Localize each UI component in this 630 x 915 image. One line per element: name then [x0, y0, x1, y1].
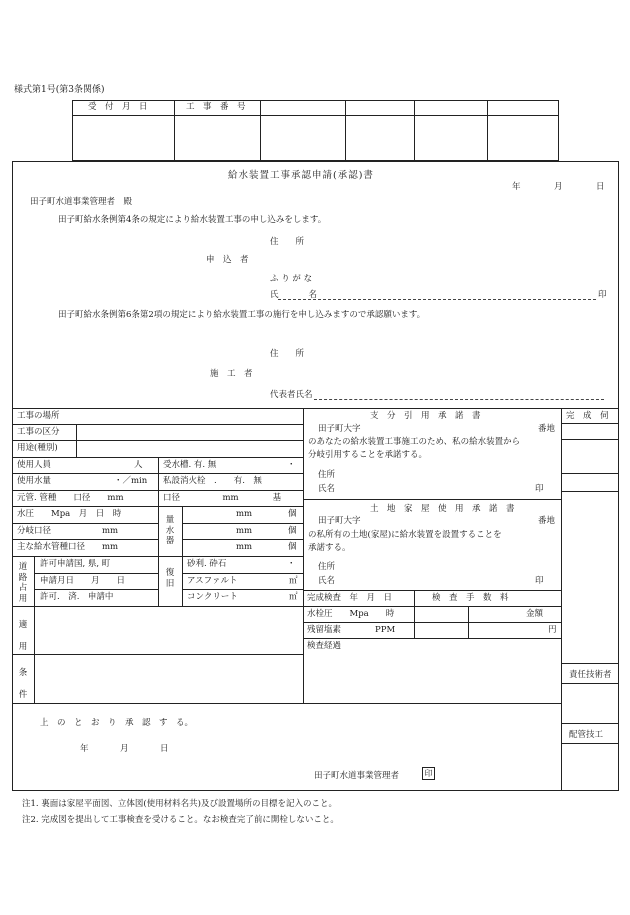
meter-unit-3: mm	[236, 542, 253, 552]
branch-consent-banchi: 番地	[538, 424, 556, 434]
conditions-label: 条件	[18, 668, 28, 701]
branch-label: 分岐口径 mm	[17, 526, 119, 536]
work-number-label: 工 事 番 号	[186, 102, 246, 112]
date-day: 日	[596, 182, 605, 192]
name-label-mei: 名	[308, 290, 318, 300]
name-label-shi: 氏	[270, 290, 279, 300]
meter-label: 量水器	[165, 515, 175, 547]
water-tank-dot: ・	[287, 460, 296, 470]
receipt-date-label: 受 付 月 日	[88, 102, 148, 112]
road-label: 道路占用	[18, 562, 28, 604]
statement-2: 田子町給水条例第6条第2項の規定により給水装置工事の施行を申し込みますので承認願います。	[58, 310, 426, 320]
inspection-fee-label: 検 査 手 数 料	[432, 593, 509, 603]
land-consent-address: 住所	[318, 562, 336, 572]
land-consent-town: 田子町大字	[318, 516, 361, 526]
meter-unit-2: mm	[236, 526, 253, 536]
land-consent-title: 土 地 家 屋 使 用 承 諾 書	[370, 504, 515, 514]
inspection-history-label: 検査経過	[307, 641, 342, 651]
meter-piece-2: 個	[288, 526, 297, 536]
hydrant-label: 私設消火栓 . 有. 無	[163, 476, 262, 486]
gravel-label: 砂利. 砕石	[187, 559, 227, 569]
hydrant-pressure-label: 水栓圧 Mpa 時	[307, 609, 395, 619]
restore-label: 復旧	[165, 568, 175, 589]
category-label: 工事の区分	[17, 427, 60, 437]
approval-month: 月	[120, 744, 129, 754]
completion-query-label: 完 成 伺	[566, 411, 609, 421]
form-title: 給水装置工事承認申請(承認)書	[228, 170, 374, 181]
volume-unit: ・／min	[114, 476, 148, 486]
volume-label: 使用水量	[17, 476, 52, 486]
gravel-dot: ・	[287, 559, 296, 569]
chlorine-label: 残留塩素 PPM	[307, 625, 396, 635]
permit-apply-label: 許可申請国, 県, 町	[40, 559, 111, 569]
note-2: 注2. 完成図を提出して工事検査を受けること。なお検査完了前に開栓しないこと。	[22, 815, 339, 825]
people-label: 使用人員	[17, 460, 52, 470]
plumber-label: 配管技工	[569, 730, 604, 740]
branch-consent-line2: のあなたの給水装置工事施工のため、私の給水装置から	[308, 437, 521, 447]
fee-yen-label: 円	[548, 625, 557, 635]
water-tank-label: 受水槽. 有. 無	[163, 460, 217, 470]
date-month: 月	[554, 182, 563, 192]
branch-consent-town: 田子町大字	[318, 424, 361, 434]
contractor-address-label: 住 所	[270, 349, 305, 359]
approval-seal: 印	[422, 767, 435, 780]
asphalt-unit: ㎡	[289, 576, 298, 586]
fee-amount-label: 金額	[526, 609, 544, 619]
form-id: 様式第1号(第3条関係)	[14, 85, 105, 95]
approval-signer: 田子町水道事業管理者	[314, 771, 400, 781]
meter-piece-1: 個	[288, 509, 297, 519]
applicant-label: 申 込 者	[206, 255, 249, 265]
main-pipe-label: 元管. 管種 口径 mm	[17, 493, 124, 503]
branch-consent-address: 住所	[318, 470, 336, 480]
branch-consent-line3: 分岐引用することを承諾する。	[308, 450, 428, 460]
use-label: 用途(種別)	[17, 443, 58, 453]
meter-piece-3: 個	[288, 542, 297, 552]
applicant-address-label: 住 所	[270, 237, 305, 247]
main-form	[12, 161, 619, 791]
land-consent-name: 氏名	[318, 576, 336, 586]
furigana-label: ふ り が な	[270, 274, 313, 284]
pressure-label: 水圧 Mpa 月 日 時	[17, 509, 122, 519]
applicable-label: 適用	[18, 620, 28, 653]
people-unit: 人	[134, 460, 143, 470]
land-consent-seal: 印	[535, 576, 544, 586]
rep-name-label: 代表者氏名	[270, 390, 313, 400]
statement-1: 田子町給水条例第4条の規定により給水装置工事の申し込みをします。	[58, 215, 327, 225]
asphalt-label: アスファルト	[187, 576, 238, 586]
branch-consent-name: 氏名	[318, 484, 336, 494]
date-year: 年	[512, 182, 521, 192]
land-consent-line3: 承諾する。	[308, 543, 351, 553]
engineer-label: 責任技術者	[569, 670, 612, 680]
branch-consent-title: 支 分 引 用 承 諾 書	[370, 411, 481, 421]
branch-consent-seal: 印	[535, 484, 544, 494]
concrete-label: コンクリート	[187, 592, 238, 602]
bore-label: 口径 mm 基	[163, 493, 282, 503]
approval-day: 日	[160, 744, 169, 754]
location-label: 工事の場所	[17, 411, 60, 421]
land-consent-banchi: 番地	[538, 516, 556, 526]
completion-inspection-label: 完成検査 年 月 日	[307, 593, 393, 603]
meter-unit-1: mm	[236, 509, 253, 519]
concrete-unit: ㎡	[289, 592, 298, 602]
approval-text: 上 の と お り 承 認 す る。	[40, 718, 194, 728]
permit-done-label: 許可. 済. 申請中	[40, 592, 114, 602]
land-consent-line2: の私所有の土地(家屋)に給水装置を設置することを	[308, 530, 502, 540]
addressee: 田子町水道事業管理者 殿	[30, 197, 133, 207]
contractor-label: 施 工 者	[210, 369, 253, 379]
main-bore-label: 主な給水管種口径 mm	[17, 542, 119, 552]
note-1: 注1. 裏面は家屋平面図、立体図(使用材料名共)及び設置場所の目標を記入のこと。	[22, 799, 337, 809]
approval-year: 年	[80, 744, 89, 754]
applicant-seal: 印	[598, 290, 607, 300]
apply-date-label: 申請月日 月 日	[40, 576, 126, 586]
